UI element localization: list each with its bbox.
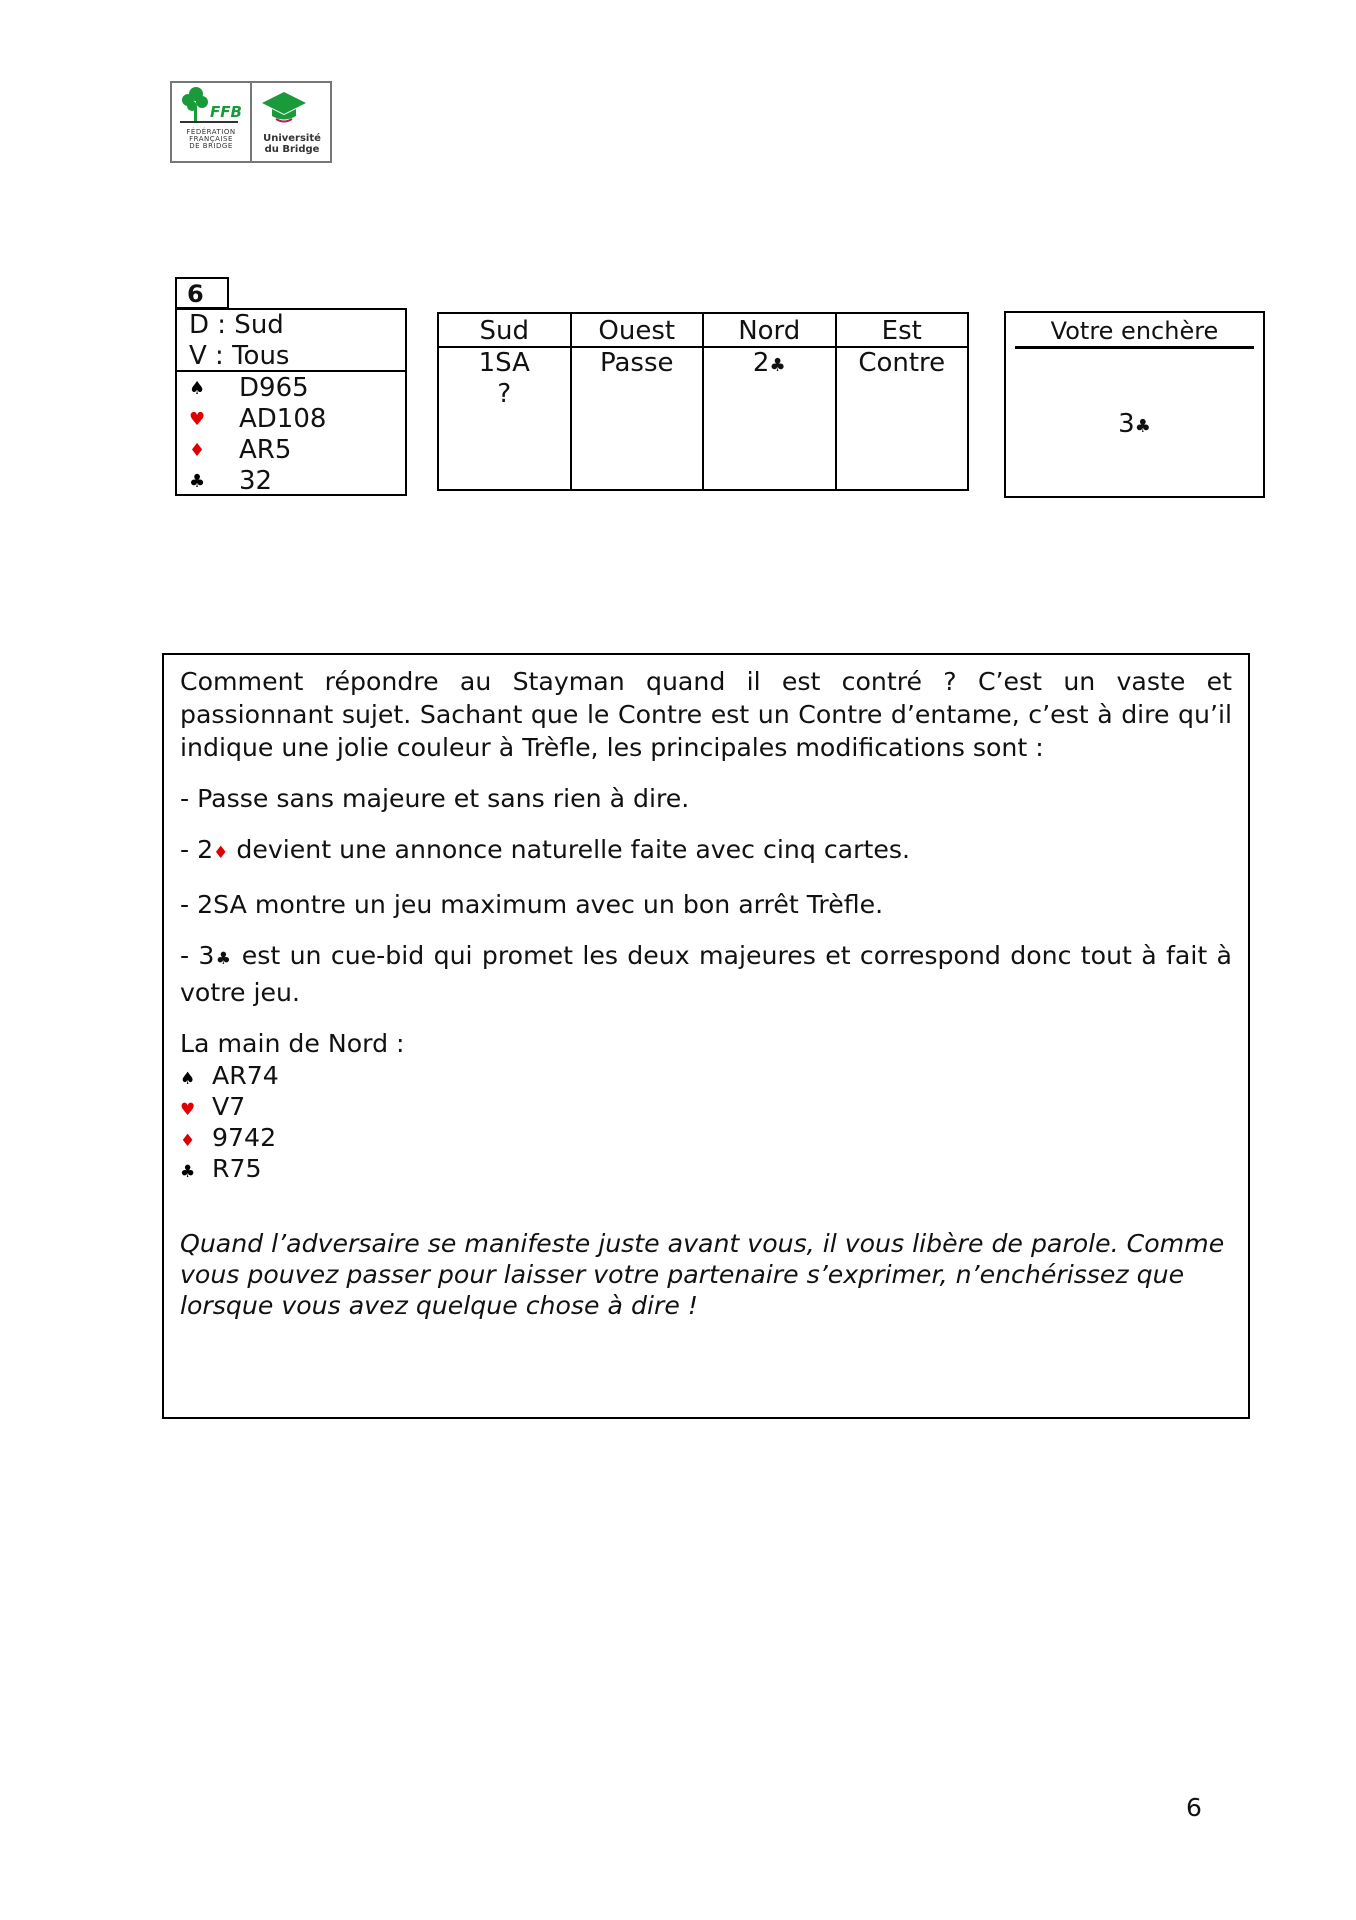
bid-level: 2 (752, 348, 770, 378)
heart-icon: ♥ (189, 409, 206, 430)
nord-row-hearts (180, 1091, 1232, 1122)
universite-line: Université (263, 133, 321, 144)
bidding-table (437, 312, 969, 491)
spade-cards: D965 (239, 373, 309, 403)
commentary-intro: Comment répondre au Stayman quand il est contré ? C’est un vaste et passionnant sujet. Sachant que le Contre est un Contre d’entame, c’est à dire qu’il indique une jolie couleur à Trèfle, les principales modifications sont : (180, 667, 1232, 762)
bid-header-ouest: Ouest (572, 314, 703, 348)
south-hand (175, 370, 407, 496)
hand-row-spades (189, 373, 405, 404)
diamond-cards: 9742 (212, 1123, 277, 1152)
heart-icon: ♥ (180, 1100, 196, 1120)
point-prefix: - 2 (180, 835, 214, 864)
bid-column-est (837, 314, 968, 489)
nord-row-spades (180, 1060, 1232, 1091)
bid-header-nord: Nord (704, 314, 835, 348)
answer-title: Votre enchère (1050, 317, 1219, 345)
club-icon: ♣ (769, 355, 786, 376)
bid-cell: Contre (858, 348, 946, 378)
point-prefix: - 3 (180, 941, 215, 970)
bid-column-ouest (572, 314, 705, 489)
bid-column-nord (704, 314, 837, 489)
deal-info (175, 308, 407, 372)
universite-logo (252, 83, 330, 161)
spade-icon: ♠ (180, 1069, 196, 1089)
answer-value (1006, 409, 1263, 439)
logo (170, 81, 332, 163)
club-icon: ♣ (189, 471, 206, 492)
board-number: 6 (175, 277, 229, 309)
heart-cards: V7 (212, 1092, 246, 1121)
bid-cell: Passe (599, 348, 674, 378)
commentary-point (180, 833, 1232, 870)
bid-cell (704, 348, 835, 381)
club-cards: R75 (212, 1154, 262, 1183)
commentary-point: - Passe sans majeure et sans rien à dire. (180, 784, 690, 813)
diamond-icon: ♦ (213, 843, 229, 863)
commentary-box (162, 653, 1250, 1419)
universite-line: du Bridge (264, 144, 320, 155)
universite-text (254, 133, 330, 155)
federation-text (176, 129, 246, 150)
nord-hand-title: La main de Nord : (180, 1029, 405, 1058)
answer-box (1004, 311, 1265, 498)
commentary-point (180, 939, 1232, 1009)
heart-cards: AD108 (239, 404, 327, 434)
club-cards: 32 (239, 466, 273, 496)
hand-row-clubs (189, 466, 405, 497)
federation-line: DE BRIDGE (189, 142, 233, 150)
bid-header-est: Est (837, 314, 968, 348)
answer-level: 3 (1118, 409, 1135, 439)
club-icon: ♣ (180, 1162, 196, 1182)
club-icon: ♣ (214, 949, 233, 969)
mortarboard-icon (252, 83, 332, 128)
spade-icon: ♠ (189, 378, 206, 399)
page-number: 6 (1186, 1793, 1202, 1822)
bid-cell: ? (497, 379, 512, 409)
dealer: D : Sud (189, 310, 284, 340)
nord-row-clubs (180, 1153, 1232, 1184)
bid-header-sud: Sud (439, 314, 570, 348)
federation-line: FRANÇAISE (189, 135, 233, 143)
federation-line: FÉDÉRATION (186, 128, 236, 136)
nord-hand (180, 1060, 1232, 1184)
diamond-cards: AR5 (239, 435, 292, 465)
bid-cell: 1SA (478, 348, 530, 378)
club-icon: ♣ (1134, 416, 1151, 437)
answer-divider (1015, 346, 1254, 349)
diamond-icon: ♦ (180, 1131, 196, 1151)
spade-cards: AR74 (212, 1061, 279, 1090)
diamond-icon: ♦ (189, 440, 206, 461)
vulnerability: V : Tous (189, 341, 290, 371)
point-text: devient une annonce naturelle faite avec cinq cartes. (228, 835, 910, 864)
commentary-point: - 2SA montre un jeu maximum avec un bon arrêt Trèfle. (180, 890, 884, 919)
point-text: est un cue-bid qui promet les deux majeures et correspond donc tout à fait à votre jeu. (180, 941, 1232, 1007)
nord-row-diamonds (180, 1122, 1232, 1153)
ffb-logo (172, 83, 252, 161)
ffb-text: FFB (210, 103, 242, 121)
hand-row-hearts (189, 404, 405, 435)
hand-row-diamonds (189, 435, 405, 466)
bid-column-sud (439, 314, 572, 489)
commentary-conclusion: Quand l’adversaire se manifeste juste avant vous, il vous libère de parole. Comme vous pouvez passer pour laisser votre partenaire s’exprimer, n’enchérissez que lorsque vous avez quelque chose à dire ! (180, 1229, 1225, 1320)
